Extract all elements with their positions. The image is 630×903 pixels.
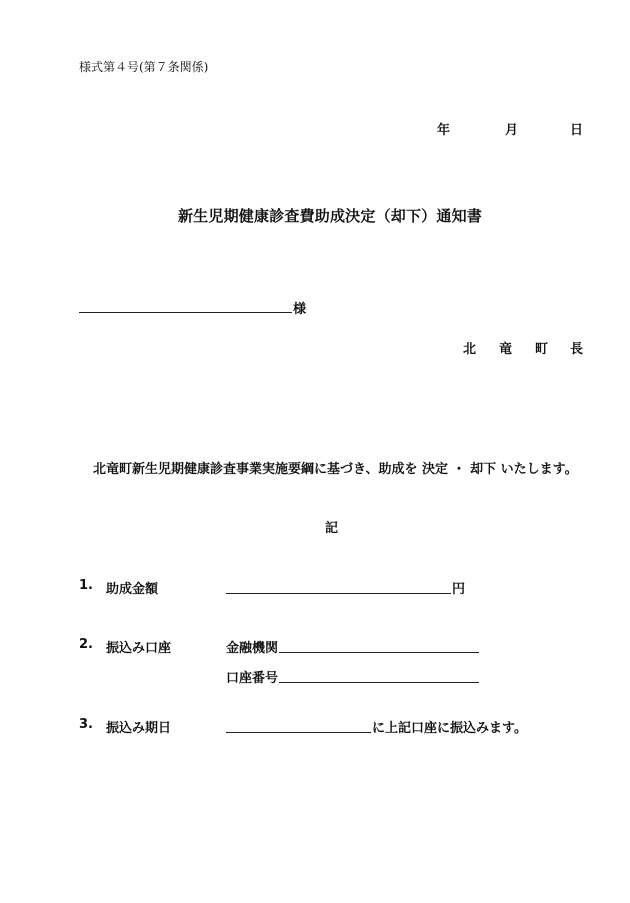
notice-body-ending: いたします。 — [500, 462, 578, 477]
transfer-date-suffix: に上記口座に振込みます。 — [372, 721, 527, 736]
amount-blank[interactable] — [226, 578, 451, 594]
account-number-blank[interactable] — [279, 667, 479, 683]
form-number: 様式第４号(第７条関係) — [79, 60, 209, 74]
transfer-date-blank[interactable] — [226, 717, 371, 733]
date-day-label: 日 — [570, 123, 584, 138]
bank-label: 金融機関 — [226, 641, 279, 656]
decision-options: 決定 ・ 却下 — [422, 462, 497, 477]
amount-yen-suffix: 円 — [452, 582, 466, 597]
account-number-label: 口座番号 — [226, 671, 279, 686]
bank-blank[interactable] — [279, 637, 479, 653]
document-title: 新生児期健康診査費助成決定（却下）通知書 — [177, 207, 482, 225]
notice-body — [93, 458, 578, 477]
date-year-label: 年 — [437, 123, 451, 138]
item-number: 2. — [79, 637, 93, 652]
item-label-amount: 助成金額 — [106, 582, 159, 597]
item-label-transfer-date: 振込み期日 — [106, 721, 172, 736]
issuer-char: 町 — [535, 342, 549, 357]
ki-heading: 記 — [325, 521, 339, 536]
item-number: 1. — [79, 578, 93, 593]
addressee-suffix: 様 — [293, 302, 307, 317]
item-label-account: 振込み口座 — [106, 641, 172, 656]
addressee-name-blank[interactable] — [79, 298, 292, 313]
issuer-char: 北 — [463, 342, 477, 357]
issuer-char: 長 — [570, 342, 584, 357]
notice-body-text: 北竜町新生児期健康診査事業実施要綱に基づき、助成を — [93, 462, 418, 477]
item-number: 3. — [79, 717, 93, 732]
issuer-char: 竜 — [499, 342, 513, 357]
date-month-label: 月 — [505, 123, 519, 138]
